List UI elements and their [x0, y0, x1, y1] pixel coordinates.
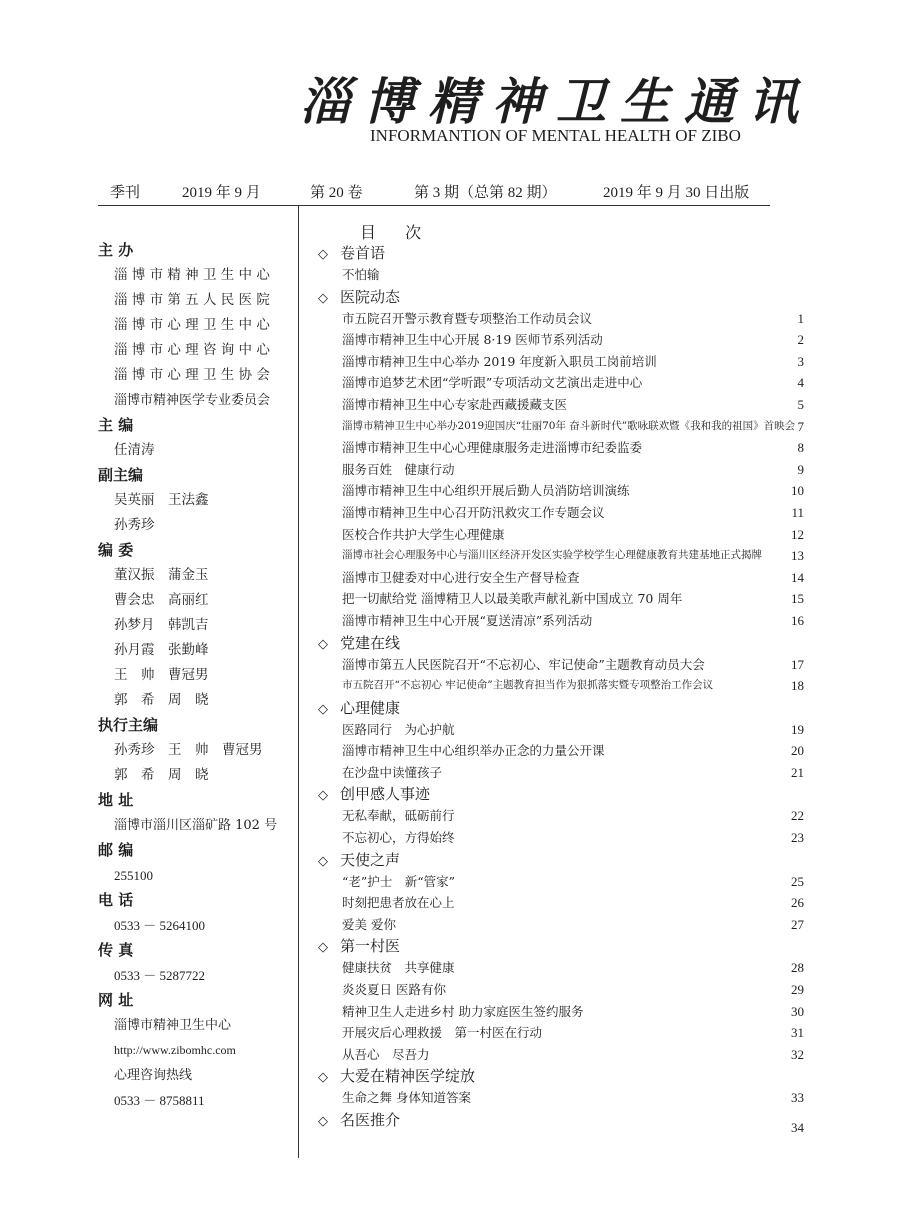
issue-volume: 第 20 卷	[310, 185, 363, 201]
toc-entry-title: 淄博市卫健委对中心进行安全生产督导检查	[342, 569, 580, 585]
toc-section-heading	[318, 935, 804, 957]
toc-entry-title: “老”护士 新“管家”	[342, 873, 456, 889]
toc-page-number: 20	[791, 743, 804, 759]
toc-section-heading	[318, 1109, 804, 1135]
toc-page-number: 21	[791, 764, 804, 780]
toc-entry-title: 爱美 爱你	[342, 916, 396, 932]
diamond-icon: ◇	[318, 940, 328, 956]
toc-page-number: 7	[797, 418, 804, 434]
toc-entry-title: 淄博市精神卫生中心组织开展后勤人员消防培训演练	[342, 483, 630, 499]
toc-entry-title: 淄博市精神卫生中心召开防汛救灾工作专题会议	[342, 504, 605, 520]
toc-entry[interactable]	[318, 675, 804, 697]
postcode-heading: 邮 编	[98, 841, 134, 859]
toc-section-title: 卷首语	[340, 244, 386, 262]
deputy-editor-names: 吴英丽 王法鑫	[114, 492, 209, 508]
toc-page-number: 3	[797, 353, 804, 369]
toc-entry[interactable]	[318, 957, 804, 979]
toc-entry[interactable]	[318, 827, 804, 849]
toc-entry-title: 市五院召开“不忘初心 牢记使命”主题教育担当作为狠抓落实暨专项整治工作会议	[342, 679, 714, 692]
address-heading: 地 址	[98, 791, 134, 809]
issue-number: 第 3 期（总第 82 期）	[414, 185, 557, 201]
toc-entry-title: 淄博市精神卫生中心开展“夏送清凉”系列活动	[342, 612, 593, 628]
diamond-icon: ◇	[318, 636, 328, 652]
toc-page-number: 32	[791, 1046, 804, 1062]
toc-entry-title: 淄博市第五人民医院召开“不忘初心、牢记使命”主题教育动员大会	[342, 656, 705, 672]
board-names: 董汉振 蒲金玉	[114, 567, 209, 583]
toc-entry[interactable]	[318, 416, 804, 438]
fax-text: 0533 － 5287722	[114, 968, 206, 983]
toc-entry[interactable]	[318, 480, 804, 502]
board-heading: 编 委	[98, 541, 134, 559]
toc-entry[interactable]	[318, 567, 804, 589]
toc-entry[interactable]	[318, 1087, 804, 1109]
masthead-subtitle: INFORMANTION OF MENTAL HEALTH OF ZIBO	[370, 126, 741, 145]
sponsor-item: 淄 博 市 心 理 卫 生 协 会	[114, 367, 270, 383]
toc-entry[interactable]	[318, 719, 804, 741]
toc-page-number: 23	[791, 830, 804, 846]
toc-section-title: 医院动态	[340, 287, 401, 306]
hotline-label: 心理咨询热线	[114, 1068, 193, 1083]
toc-entry-title: 淄博市精神卫生中心组织举办正念的力量公开课	[342, 743, 605, 759]
toc-entry-title: 把一切献给党 淄博精卫人以最美歌声献礼新中国成立 70 周年	[342, 591, 683, 607]
toc-page-number: 28	[791, 960, 804, 976]
board-names: 王 帅 曹冠男	[114, 667, 209, 683]
toc-page-number: 10	[791, 483, 804, 499]
toc-entry-title: 时刻把患者放在心上	[342, 895, 455, 911]
website-org-name: 淄博市精神卫生中心	[114, 1018, 232, 1033]
toc-section-title: 天使之声	[340, 850, 401, 869]
board-names: 孙梦月 韩凯吉	[114, 617, 209, 633]
issue-type: 季刊	[110, 185, 141, 201]
toc-entry-title: 淄博市追梦艺术团“学听跟”专项活动文艺演出走进中心	[342, 375, 643, 391]
diamond-icon: ◇	[318, 1070, 328, 1086]
toc-entry-title: 在沙盘中读懂孩子	[342, 764, 443, 780]
toc-entry-title: 从吾心 尽吾力	[342, 1046, 430, 1062]
toc-page-number: 16	[791, 612, 804, 628]
toc-entry[interactable]	[318, 524, 804, 546]
toc-entry[interactable]	[318, 372, 804, 394]
toc-page-number: 29	[791, 982, 804, 998]
board-names: 曹会忠 高丽红	[114, 592, 209, 608]
deputy-editor-names: 孙秀珍	[114, 517, 155, 533]
toc-entry-title: 健康扶贫 共享健康	[342, 960, 455, 976]
sponsor-item: 淄博市精神医学专业委员会	[114, 393, 271, 408]
toc-section-heading	[318, 242, 804, 264]
toc-entry-title: 医路同行 为心护航	[342, 721, 455, 737]
toc-entry-title: 生命之舞 身体知道答案	[342, 1090, 471, 1106]
toc-section-title: 第一村医	[340, 937, 401, 956]
toc-entry[interactable]	[318, 459, 804, 481]
toc-page-number: 19	[791, 721, 804, 737]
toc-entry[interactable]	[318, 264, 804, 286]
toc-page-number: 9	[797, 461, 804, 477]
diamond-icon: ◇	[318, 247, 328, 262]
toc-entry[interactable]	[318, 329, 804, 351]
diamond-icon: ◇	[318, 701, 328, 717]
toc-section-heading	[318, 697, 804, 719]
toc-entry-title: 开展灾后心理救援 第一村医在行动	[342, 1025, 543, 1041]
diamond-icon: ◇	[318, 853, 328, 869]
sponsor-item: 淄 博 市 精 神 卫 生 中 心	[114, 267, 270, 283]
toc-entry[interactable]	[318, 654, 804, 676]
toc-section-heading	[318, 783, 804, 805]
toc-section-heading	[318, 849, 804, 871]
toc-page-number: 30	[791, 1003, 804, 1019]
exec-editor-heading: 执行主编	[98, 716, 159, 734]
masthead-info-sidebar	[98, 238, 293, 1113]
toc-page-number: 34	[791, 1120, 804, 1135]
toc-entry[interactable]	[318, 351, 804, 373]
toc-entry-title: 医校合作共护大学生心理健康	[342, 526, 505, 542]
diamond-icon: ◇	[318, 290, 328, 306]
toc-entry[interactable]	[318, 871, 804, 893]
editor-name: 任清涛	[114, 442, 155, 458]
phone-heading: 电 话	[98, 891, 134, 909]
toc-page-number: 5	[797, 396, 804, 412]
toc-page-number: 27	[791, 916, 804, 932]
sponsor-item: 淄 博 市 心 理 卫 生 中 心	[114, 317, 270, 333]
toc-entry-title: 不忘初心，方得始终	[342, 830, 455, 846]
masthead-title: 淄博精神卫生通讯	[300, 72, 812, 131]
toc-entry[interactable]	[318, 545, 804, 567]
toc-entry-title: 服务百姓 健康行动	[342, 461, 455, 477]
fax-heading: 传 真	[98, 941, 134, 959]
column-divider	[298, 206, 299, 1158]
toc-page-number: 18	[791, 678, 804, 694]
toc-entry[interactable]	[318, 1001, 804, 1023]
toc-entry-title: 市五院召开警示教育暨专项整治工作动员会议	[342, 310, 593, 326]
diamond-icon: ◇	[318, 1114, 328, 1129]
toc-entry-title: 淄博市精神卫生中心举办2019迎国庆“壮丽70年 奋斗新时代”歌咏联欢暨《我和我的祖国》首映会	[342, 419, 796, 432]
toc-entry-title: 淄博市精神卫生中心心理健康服务走进淄博市纪委监委	[342, 440, 643, 456]
issue-published: 2019 年 9 月 30 日出版	[603, 185, 750, 201]
toc-page-number: 13	[791, 548, 804, 564]
toc-entry[interactable]	[318, 394, 804, 416]
toc-page-number: 2	[797, 332, 804, 348]
toc-entry[interactable]	[318, 892, 804, 914]
toc-page-number: 4	[797, 375, 804, 391]
diamond-icon: ◇	[318, 788, 328, 804]
toc-page-number: 17	[791, 656, 804, 672]
toc-section-heading	[318, 1065, 804, 1087]
toc-entry-title: 不怕输	[342, 267, 380, 282]
toc-section-heading	[318, 632, 804, 654]
toc-section-heading	[318, 286, 804, 308]
toc-entry[interactable]	[318, 308, 804, 330]
toc-page-number: 12	[791, 526, 804, 542]
board-names: 孙月霞 张勤峰	[114, 642, 209, 658]
toc-section-title: 创甲感人事迹	[340, 785, 431, 804]
toc-entry[interactable]	[318, 914, 804, 936]
toc-page-number: 1	[797, 310, 804, 326]
issue-date: 2019 年 9 月	[182, 185, 261, 201]
table-of-contents	[318, 242, 804, 1135]
website-heading: 网 址	[98, 991, 134, 1009]
toc-entry-title: 炎炎夏日 医路有你	[342, 982, 446, 998]
editor-heading: 主 编	[98, 416, 134, 434]
toc-entry-title: 淄博市精神卫生中心专家赴西藏援藏支医	[342, 396, 568, 412]
header-rule	[98, 205, 770, 206]
hotline-number: 0533 － 8758811	[114, 1093, 205, 1108]
sponsor-item: 淄 博 市 第 五 人 民 医 院	[114, 292, 270, 308]
toc-page-number: 11	[791, 504, 804, 520]
toc-entry-title: 淄博市社会心理服务中心与淄川区经济开发区实验学校学生心理健康教育共建基地正式揭牌	[342, 549, 762, 562]
board-names: 郭 希 周 晓	[114, 692, 209, 708]
toc-page-number: 8	[797, 440, 804, 456]
toc-entry-title: 精神卫生人走进乡村 助力家庭医生签约服务	[342, 1003, 584, 1019]
toc-section-title: 党建在线	[340, 633, 401, 652]
toc-entry[interactable]	[318, 588, 804, 610]
exec-editor-names: 郭 希 周 晓	[114, 767, 209, 783]
toc-entry[interactable]	[318, 762, 804, 784]
toc-entry[interactable]	[318, 805, 804, 827]
address-text: 淄博市淄川区淄矿路 102 号	[114, 818, 278, 833]
toc-page-number: 25	[791, 873, 804, 889]
toc-entry[interactable]	[318, 437, 804, 459]
deputy-editor-heading: 副主编	[98, 466, 144, 484]
toc-entry-title: 无私奉献，砥砺前行	[342, 808, 455, 824]
exec-editor-names: 孙秀珍 王 帅 曹冠男	[114, 742, 263, 758]
sponsors-heading: 主 办	[98, 241, 134, 259]
toc-entry[interactable]	[318, 502, 804, 524]
phone-text: 0533 － 5264100	[114, 918, 206, 933]
toc-page-number: 22	[791, 808, 804, 824]
toc-page-number: 26	[791, 895, 804, 911]
website-url[interactable]: http://www.zibomhc.com	[114, 1043, 236, 1057]
issue-bar	[98, 181, 770, 203]
sponsor-item: 淄 博 市 心 理 咨 询 中 心	[114, 342, 270, 358]
toc-page-number: 31	[791, 1025, 804, 1041]
toc-title: 目 次	[360, 223, 434, 242]
toc-entry-title: 淄博市精神卫生中心举办 2019 年度新入职员工岗前培训	[342, 353, 657, 369]
toc-page-number: 15	[791, 591, 804, 607]
toc-entry[interactable]	[318, 610, 804, 632]
toc-entry-title: 淄博市精神卫生中心开展 8·19 医师节系列活动	[342, 332, 603, 348]
toc-page-number: 33	[791, 1090, 804, 1106]
toc-section-title: 心理健康	[340, 698, 401, 717]
toc-entry[interactable]	[318, 1044, 804, 1066]
postcode-text: 255100	[114, 868, 153, 883]
toc-section-title: 名医推介	[340, 1111, 401, 1129]
toc-entry[interactable]	[318, 979, 804, 1001]
toc-entry[interactable]	[318, 1022, 804, 1044]
toc-page-number: 14	[791, 569, 804, 585]
toc-section-title: 大爱在精神医学绽放	[340, 1067, 476, 1086]
toc-entry[interactable]	[318, 740, 804, 762]
